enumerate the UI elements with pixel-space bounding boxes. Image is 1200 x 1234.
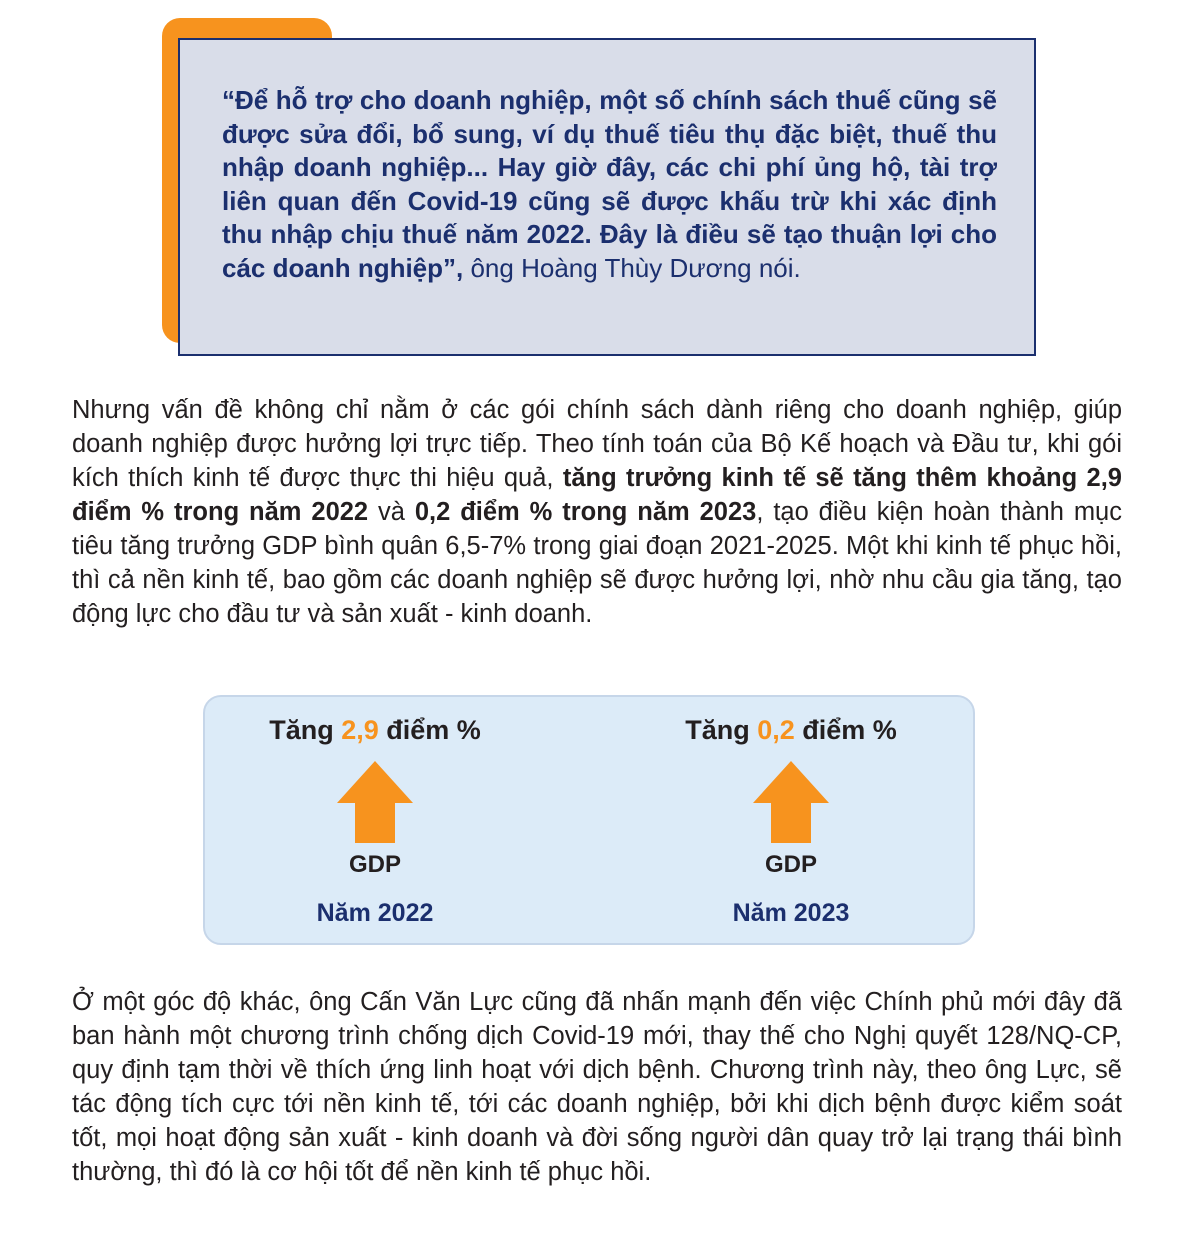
- quote-attribution: ông Hoàng Thùy Dương nói.: [463, 252, 801, 283]
- paragraph1-highlight-2022: tăng trưởng kinh tế sẽ tăng thêm khoảng 2,9 điểm % trong năm 2022: [72, 464, 1122, 526]
- increase-value: 2,9: [341, 715, 379, 745]
- gdp-increase-label: [185, 715, 565, 746]
- gdp-label: GDP: [348, 851, 401, 878]
- year-label: Năm 2022: [316, 899, 434, 927]
- increase-prefix: Tăng: [685, 715, 758, 745]
- gdp-label: GDP: [764, 851, 817, 878]
- gdp-item-2023: [601, 697, 981, 943]
- quote-bold-text: “Để hỗ trợ cho doanh nghiệp, một số chính sách thuế cũng sẽ được sửa đổi, bổ sung, ví dụ thuế tiêu thụ đặc biệt, thuế thu nhập doanh nghiệp... Hay giờ đây, các chi phí ủng hộ, tài trợ liên quan đến Covid-19 cũng sẽ được khấu trừ khi xác định thu nhập chịu thuế năm 2022. Đây là điều sẽ tạo thuận lợi cho các doanh nghiệp”,: [222, 85, 997, 283]
- year-label: Năm 2023: [732, 899, 850, 927]
- paragraph-economic-growth: [72, 393, 1122, 631]
- gdp-increase-label: [601, 715, 981, 746]
- paragraph1-rest: , tạo điều kiện hoàn thành mục tiêu tăng trưởng GDP bình quân 6,5-7% trong giai đoạn 2021-2025. Một khi kinh tế phục hồi, thì cả nền kinh tế, bao gồm các doanh nghiệp sẽ được hưởng lợi, nhờ nhu cầu gia tăng, tạo động lực cho đầu tư và sản xuất - kinh doanh.: [72, 498, 1122, 628]
- increase-prefix: Tăng: [269, 715, 342, 745]
- up-arrow-icon: [753, 761, 829, 843]
- quote-text: [222, 84, 997, 286]
- up-arrow-icon: [337, 761, 413, 843]
- increase-suffix: điểm %: [794, 715, 897, 745]
- increase-suffix: điểm %: [378, 715, 481, 745]
- quote-box: [178, 38, 1036, 356]
- paragraph1-highlight-2023: 0,2 điểm % trong năm 2023: [414, 498, 757, 526]
- gdp-item-2022: [185, 697, 565, 943]
- paragraph1-intro: Nhưng vấn đề không chỉ nằm ở các gói chính sách dành riêng cho doanh nghiệp, giúp doanh nghiệp được hưởng lợi trực tiếp. Theo tính toán của Bộ Kế hoạch và Đầu tư, khi gói kích thích kinh tế được thực thi hiệu quả,: [72, 396, 1122, 492]
- increase-value: 0,2: [757, 715, 795, 745]
- gdp-growth-panel: [203, 695, 975, 945]
- paragraph-covid-program: Ở một góc độ khác, ông Cấn Văn Lực cũng đã nhấn mạnh đến việc Chính phủ mới đây đã ban hành một chương trình chống dịch Covid-19 mới, thay thế cho Nghị quyết 128/NQ-CP, quy định tạm thời về thích ứng linh hoạt với dịch bệnh. Chương trình này, theo ông Lực, sẽ tác động tích cực tới nền kinh tế, tới các doanh nghiệp, bởi khi dịch bệnh được kiểm soát tốt, mọi hoạt động sản xuất - kinh doanh và đời sống người dân quay trở lại trạng thái bình thường, thì đó là cơ hội tốt để nền kinh tế phục hồi.: [72, 988, 1122, 1186]
- paragraph1-connector: và: [368, 498, 415, 526]
